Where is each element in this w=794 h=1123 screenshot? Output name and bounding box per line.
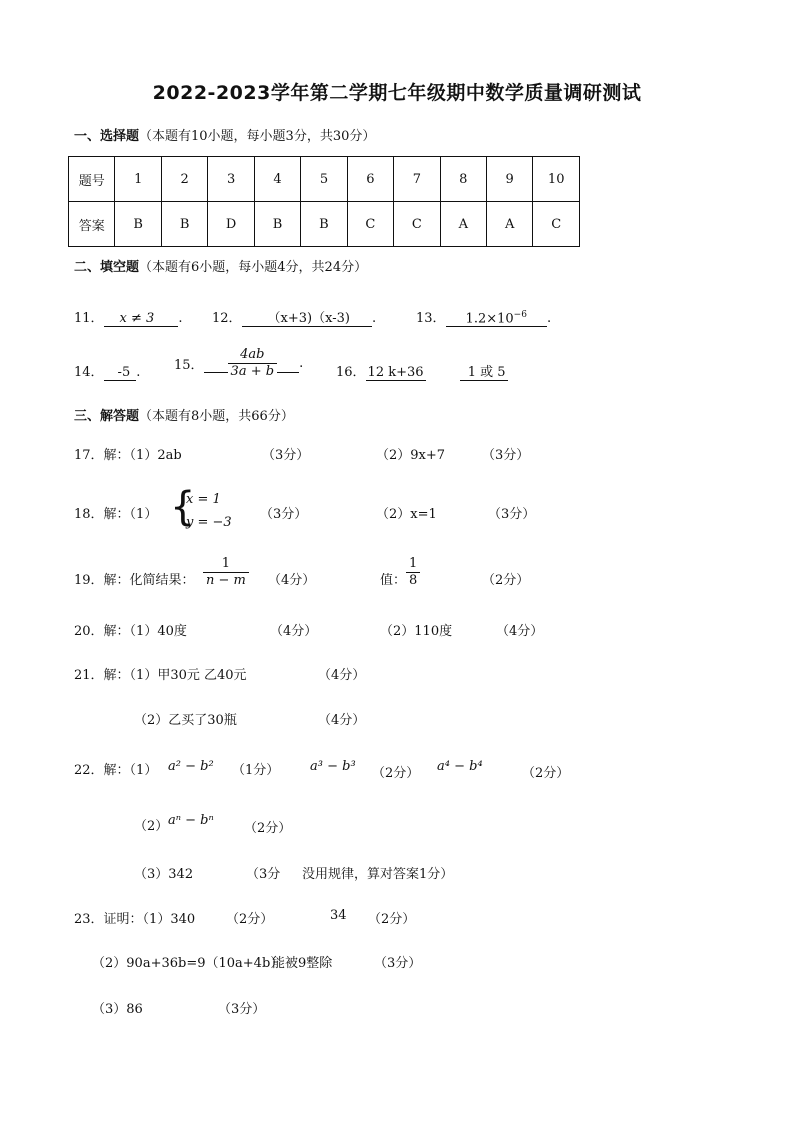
q22-score-5: （3分	[246, 867, 281, 882]
q19-value-denominator: 8	[409, 573, 418, 588]
q21-answer-2: （2）乙买了30瓶	[134, 713, 237, 728]
q23-part1	[74, 908, 195, 927]
q17-score-2: （3分）	[482, 448, 530, 463]
q11: 11． x ≠ 3 .	[74, 311, 183, 326]
table-cell: 9	[486, 157, 532, 202]
q16	[336, 361, 508, 381]
q19-score-2: （2分）	[482, 573, 530, 588]
table-cell: B	[161, 202, 207, 247]
q21-answer-1: （1）甲30元 乙40元	[129, 668, 247, 683]
section-1-title: 一、选择题	[74, 129, 140, 144]
q22-score-2: （2分）	[372, 766, 420, 781]
section-2-heading	[74, 256, 367, 275]
q17-part1	[74, 444, 182, 463]
q17-answer-1: （1）2ab	[129, 448, 182, 463]
q13-answer-base: 1.2×10	[465, 311, 514, 326]
q20-answer-2: （2）110度	[380, 624, 453, 639]
q20-score-1: （4分）	[270, 624, 318, 639]
table-row-numbers	[69, 157, 580, 202]
table-cell: A	[440, 202, 486, 247]
q22-label: 22．解：	[74, 763, 130, 778]
q23-answer-2: （2）90a+36b=9（10a+4b）	[92, 956, 284, 971]
section-1-heading	[74, 125, 375, 144]
q20-answer-1: （1）40度	[129, 624, 187, 639]
q22-answer-3: （3）342	[134, 867, 194, 882]
q18-label: 18．解：	[74, 507, 130, 522]
q22-expr-1: a² − b²	[168, 759, 214, 774]
q23-label: 23．证明：	[74, 912, 143, 927]
section-2-title: 二、填空题	[74, 260, 140, 275]
q14: 14． -5 .	[74, 365, 141, 380]
q14-label: 14．	[74, 365, 104, 380]
q22-part1	[74, 759, 157, 778]
table-cell: B	[301, 202, 347, 247]
q19-denominator: n − m	[206, 573, 246, 588]
q12: 12． （x+3)（x-3) .	[212, 311, 377, 326]
q23-score-4: （3分）	[218, 1002, 266, 1017]
section-3-title: 三、解答题	[74, 409, 140, 424]
table-cell: 10	[533, 157, 580, 202]
q19-value-label: 值：	[380, 573, 407, 588]
q18-answer-2: （2）x=1	[376, 507, 437, 522]
q18-eq-1: x = 1	[186, 492, 221, 507]
q19-fraction	[203, 556, 249, 589]
q22-score-4: （2分）	[244, 821, 292, 836]
q22-note: 没用规律，算对答案1分）	[302, 867, 454, 882]
table-cell: 5	[301, 157, 347, 202]
q23-answer-2-note: 能被9整除	[272, 956, 333, 971]
q14-answer: -5	[104, 365, 137, 381]
q22-expr-2: a³ − b³	[310, 759, 356, 774]
table-cell: B	[115, 202, 161, 247]
q13: 13． $1.2\times 10^{-6}$ .	[416, 309, 552, 326]
q16-answer-2: 1 或 5	[460, 365, 508, 381]
section-1-note: （本题有10小题，每小题3分，共30分）	[139, 129, 376, 144]
table-row-answers	[69, 202, 580, 247]
section-3-note: （本题有8小题，共66分）	[139, 409, 294, 424]
q19-score-1: （4分）	[268, 573, 316, 588]
table-cell: A	[486, 202, 532, 247]
q23-score-1: （2分）	[226, 912, 274, 927]
brace-icon: {	[170, 484, 196, 530]
table-cell: C	[533, 202, 580, 247]
q23-answer-1: （1）340	[142, 912, 196, 927]
table-cell: C	[347, 202, 393, 247]
q13-label: 13．	[416, 311, 446, 326]
q18-score-2: （3分）	[488, 507, 536, 522]
table-cell: D	[208, 202, 254, 247]
q15-label: 15．	[174, 358, 204, 373]
table-cell: 8	[440, 157, 486, 202]
page-title: 2022-2023学年第二学期七年级期中数学质量调研测试	[152, 82, 642, 104]
q22-score-3: （2分）	[522, 766, 570, 781]
q21-score-1: （4分）	[318, 668, 366, 683]
q22-score-1: （1分）	[232, 763, 280, 778]
q23-score-2: （2分）	[368, 912, 416, 927]
q19-value-numerator: 1	[406, 556, 420, 573]
q20-part1	[74, 620, 187, 639]
q11-label: 11．	[74, 311, 104, 326]
q13-answer-exp: −6	[513, 309, 527, 320]
q23-score-3: （3分）	[374, 956, 422, 971]
q15-denominator: 3a + b	[230, 364, 275, 379]
q16-label: 16．	[336, 365, 366, 380]
q16-answer-1: 12 k+36	[367, 365, 424, 380]
q21-label: 21．解：	[74, 668, 130, 683]
q22-expr-3: a⁴ − b⁴	[437, 759, 483, 774]
q17-score-1: （3分）	[262, 448, 310, 463]
q17-answer-2: （2）9x+7	[376, 448, 446, 463]
q22-part2-label: （2）	[134, 819, 169, 834]
q19-numerator: 1	[203, 556, 249, 573]
section-3-heading	[74, 405, 294, 424]
section-2-note: （本题有6小题，每小题4分，共24分）	[139, 260, 368, 275]
q21-score-2: （4分）	[318, 713, 366, 728]
q20-score-2: （4分）	[496, 624, 544, 639]
q22-part1-label: （1）	[129, 763, 158, 778]
q23-value-2: 34	[330, 908, 347, 923]
q18-eq-2: y = −3	[186, 515, 232, 530]
table-cell: 4	[254, 157, 300, 202]
q12-answer: （x+3)（x-3)	[242, 311, 372, 327]
q15: 15． $\frac{4ab}{3a + b}$ .	[174, 347, 304, 379]
q18-part1	[74, 503, 157, 522]
q19-value-fraction	[406, 556, 420, 589]
table-cell: B	[254, 202, 300, 247]
answer-table	[68, 156, 580, 247]
table-cell: 1	[115, 157, 161, 202]
q12-label: 12．	[212, 311, 242, 326]
table-cell: 6	[347, 157, 393, 202]
q22-expr-4: aⁿ − bⁿ	[168, 813, 214, 828]
table-cell: 7	[394, 157, 440, 202]
q21-part1	[74, 664, 247, 683]
q15-numerator: 4ab	[240, 347, 265, 362]
q20-label: 20．解：	[74, 624, 130, 639]
q11-answer: x ≠ 3	[119, 311, 155, 326]
table-row-head: 题号	[69, 157, 115, 202]
q19-label: 19．解：化简结果：	[74, 573, 195, 588]
table-cell: 3	[208, 157, 254, 202]
table-row-head: 答案	[69, 202, 115, 247]
q18-score-1: （3分）	[260, 507, 308, 522]
table-cell: 2	[161, 157, 207, 202]
q23-answer-3: （3）86	[92, 1002, 143, 1017]
q18-part1-label: （1）	[129, 507, 158, 522]
table-cell: C	[394, 202, 440, 247]
q17-label: 17．解：	[74, 448, 130, 463]
